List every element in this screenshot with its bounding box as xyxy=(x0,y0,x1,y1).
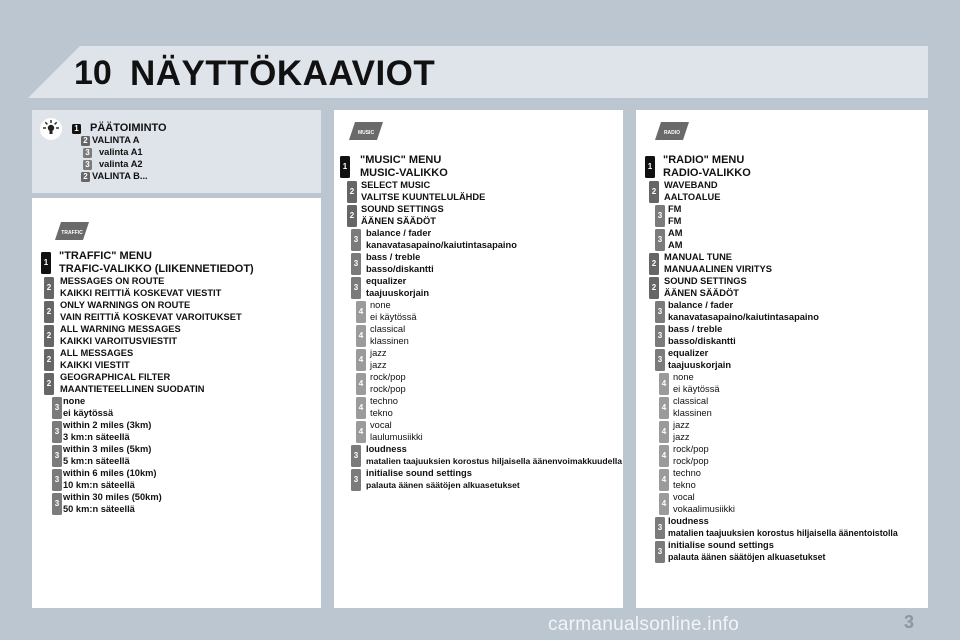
legend-item: VALINTA B... xyxy=(92,171,148,181)
menu-item-line: none xyxy=(370,300,391,310)
page-number: 3 xyxy=(904,612,915,632)
menu-item-line: jazz xyxy=(370,348,387,358)
menu-title: "RADIO" MENU xyxy=(663,154,745,166)
level-2-badge: 2 xyxy=(347,181,357,203)
menu-item-line: within 6 miles (10km) xyxy=(63,468,157,478)
level-3-badge: 3 xyxy=(655,229,665,251)
menu-item-line: equalizer xyxy=(366,276,407,286)
menu-item-line: ALL MESSAGES xyxy=(60,348,134,358)
radio-panel xyxy=(636,110,928,608)
menu-item-line: classical xyxy=(673,396,709,406)
level-1-badge: 1 xyxy=(645,156,655,178)
watermark: carmanualsonline.info xyxy=(548,614,740,635)
menu-title: MUSIC-VALIKKO xyxy=(360,166,448,179)
level-3-badge: 3 xyxy=(655,301,665,323)
menu-item-line: 10 km:n säteellä xyxy=(63,479,135,490)
level-2-badge: 2 xyxy=(347,205,357,227)
menu-item-line: KAIKKI VAROITUSVIESTIT xyxy=(60,335,178,346)
traffic-panel xyxy=(32,198,321,608)
menu-item-line: FM xyxy=(668,215,682,226)
menu-item-line: GEOGRAPHICAL FILTER xyxy=(60,372,171,382)
menu-item-line: ÄÄNEN SÄÄDÖT xyxy=(361,215,436,226)
level-3-badge: 3 xyxy=(351,253,361,275)
menu-item-line: jazz xyxy=(673,420,690,430)
menu-item-line: equalizer xyxy=(668,348,709,358)
music-icon-label: MUSIC xyxy=(357,130,375,136)
menu-item-line: VAIN REITTIÄ KOSKEVAT VAROITUKSET xyxy=(60,311,242,322)
level-4-badge: 4 xyxy=(659,469,669,491)
level-4-badge: 4 xyxy=(356,397,366,419)
menu-item-line: vocal xyxy=(370,420,392,430)
level-2-badge: 2 xyxy=(44,349,54,371)
traffic-icon-label: TRAFFIC xyxy=(61,230,83,236)
menu-item-line: SOUND SETTINGS xyxy=(664,276,747,286)
radio-icon xyxy=(655,120,689,142)
menu-item-line: ei käytössä xyxy=(673,383,720,394)
legend-panel xyxy=(32,110,321,193)
level-3-badge: 3 xyxy=(655,349,665,371)
level-2-badge: 2 xyxy=(81,172,90,182)
menu-item-line: classical xyxy=(370,324,406,334)
menu-item-line: techno xyxy=(370,396,398,406)
level-1-badge: 1 xyxy=(72,124,81,134)
level-3-badge: 3 xyxy=(655,541,665,563)
menu-item-line: WAVEBAND xyxy=(664,180,718,190)
level-2-badge: 2 xyxy=(649,181,659,203)
menu-title: "TRAFFIC" MENU xyxy=(59,250,152,262)
legend-item: valinta A2 xyxy=(99,159,143,169)
level-4-badge: 4 xyxy=(659,445,669,467)
level-2-badge: 2 xyxy=(649,253,659,275)
menu-item-line: taajuuskorjain xyxy=(668,359,732,370)
menu-item-line: vocal xyxy=(673,492,695,502)
menu-item-line: within 30 miles (50km) xyxy=(63,492,162,502)
menu-item-line: none xyxy=(673,372,694,382)
menu-item-line: none xyxy=(63,396,86,406)
level-2-badge: 2 xyxy=(649,277,659,299)
level-2-badge: 2 xyxy=(44,301,54,323)
menu-item-line: rock/pop xyxy=(673,455,709,466)
menu-item-line: jazz xyxy=(370,359,387,370)
music-panel xyxy=(334,110,623,608)
menu-item-line: within 3 miles (5km) xyxy=(63,444,152,454)
level-4-badge: 4 xyxy=(659,373,669,395)
menu-item-line: loudness xyxy=(668,516,709,526)
level-2-badge: 2 xyxy=(44,325,54,347)
menu-item-line: palauta äänen säätöjen alkuasetukset xyxy=(668,551,826,562)
menu-item-line: techno xyxy=(673,468,701,478)
light-bulb-icon xyxy=(38,116,64,142)
menu-item-line: FM xyxy=(668,204,682,214)
menu-item-line: jazz xyxy=(673,431,690,442)
menu-item-line: MESSAGES ON ROUTE xyxy=(60,276,165,286)
menu-item-line: ei käytössä xyxy=(370,311,417,322)
menu-item-line: ALL WARNING MESSAGES xyxy=(60,324,181,334)
menu-item-line: rock/pop xyxy=(673,444,709,454)
level-2-badge: 2 xyxy=(44,373,54,395)
menu-item-line: 3 km:n säteellä xyxy=(63,431,130,442)
menu-item-line: initialise sound settings xyxy=(668,540,774,550)
menu-item-line: MANUAL TUNE xyxy=(664,252,733,262)
menu-item-line: balance / fader xyxy=(668,300,734,310)
level-3-badge: 3 xyxy=(655,325,665,347)
level-3-badge: 3 xyxy=(83,160,92,170)
legend-item: VALINTA A xyxy=(92,135,140,145)
menu-item-line: kanavatasapaino/kaiutintasapaino xyxy=(668,311,819,322)
level-3-badge: 3 xyxy=(351,229,361,251)
level-3-badge: 3 xyxy=(351,469,361,491)
level-3-badge: 3 xyxy=(52,469,62,491)
menu-item-line: KAIKKI VIESTIT xyxy=(60,359,130,370)
music-icon xyxy=(349,120,383,142)
menu-item-line: balance / fader xyxy=(366,228,432,238)
menu-item-line: matalien taajuuksien korostus hiljaisella äänenvoimakkuudella xyxy=(366,455,622,466)
legend-item: valinta A1 xyxy=(99,147,143,157)
menu-item-line: palauta äänen säätöjen alkuasetukset xyxy=(366,479,520,490)
menu-item-line: ei käytössä xyxy=(63,407,114,418)
menu-item-line: AALTOALUE xyxy=(664,191,721,202)
radio-icon-label: RADIO xyxy=(663,130,681,136)
menu-item-line: SELECT MUSIC xyxy=(361,180,431,190)
level-4-badge: 4 xyxy=(356,373,366,395)
menu-item-line: taajuuskorjain xyxy=(366,287,430,298)
level-4-badge: 4 xyxy=(356,349,366,371)
menu-item-line: within 2 miles (3km) xyxy=(63,420,152,430)
menu-item-line: AM xyxy=(668,228,683,238)
chapter-tab-corner xyxy=(28,46,80,98)
menu-item-line: ÄÄNEN SÄÄDÖT xyxy=(664,287,739,298)
chapter-number: 10 xyxy=(74,54,112,92)
menu-item-line: SOUND SETTINGS xyxy=(361,204,444,214)
menu-item-line: bass / treble xyxy=(668,324,723,334)
menu-item-line: MANUAALINEN VIRITYS xyxy=(664,263,772,274)
level-4-badge: 4 xyxy=(356,421,366,443)
chapter-title: NÄYTTÖKAAVIOT xyxy=(130,54,436,93)
level-3-badge: 3 xyxy=(655,205,665,227)
level-2-badge: 2 xyxy=(81,136,90,146)
level-3-badge: 3 xyxy=(52,421,62,443)
level-4-badge: 4 xyxy=(659,493,669,515)
level-1-badge: 1 xyxy=(41,252,51,274)
menu-item-line: basso/diskantti xyxy=(668,335,736,346)
level-3-badge: 3 xyxy=(52,493,62,515)
level-4-badge: 4 xyxy=(659,397,669,419)
menu-item-line: 5 km:n säteellä xyxy=(63,455,130,466)
menu-item-line: rock/pop xyxy=(370,383,406,394)
menu-title: TRAFIC-VALIKKO (LIIKENNETIEDOT) xyxy=(59,262,254,275)
menu-item-line: tekno xyxy=(370,407,393,418)
menu-item-line: basso/diskantti xyxy=(366,263,434,274)
menu-item-line: loudness xyxy=(366,444,407,454)
menu-item-line: laulumusiikki xyxy=(370,431,423,442)
menu-item-line: initialise sound settings xyxy=(366,468,472,478)
menu-item-line: rock/pop xyxy=(370,372,406,382)
level-2-badge: 2 xyxy=(44,277,54,299)
menu-item-line: kanavatasapaino/kaiutintasapaino xyxy=(366,239,517,250)
level-4-badge: 4 xyxy=(356,325,366,347)
menu-item-line: AM xyxy=(668,239,683,250)
level-3-badge: 3 xyxy=(83,148,92,158)
level-3-badge: 3 xyxy=(52,397,62,419)
legend-title: PÄÄTOIMINTO xyxy=(90,122,167,134)
level-4-badge: 4 xyxy=(356,301,366,323)
menu-item-line: 50 km:n säteellä xyxy=(63,503,135,514)
level-3-badge: 3 xyxy=(655,517,665,539)
menu-item-line: VALITSE KUUNTELULÄHDE xyxy=(361,191,486,202)
level-4-badge: 4 xyxy=(659,421,669,443)
menu-item-line: bass / treble xyxy=(366,252,421,262)
menu-item-line: matalien taajuuksien korostus hiljaisella äänentoistolla xyxy=(668,527,898,538)
menu-item-line: vokaalimusiikki xyxy=(673,503,735,514)
menu-item-line: MAANTIETEELLINEN SUODATIN xyxy=(60,383,205,394)
level-3-badge: 3 xyxy=(351,277,361,299)
menu-title: RADIO-VALIKKO xyxy=(663,166,751,179)
menu-title: "MUSIC" MENU xyxy=(360,154,442,166)
level-3-badge: 3 xyxy=(52,445,62,467)
traffic-icon xyxy=(55,220,89,242)
menu-item-line: tekno xyxy=(673,479,696,490)
menu-item-line: klassinen xyxy=(370,335,409,346)
menu-item-line: KAIKKI REITTIÄ KOSKEVAT VIESTIT xyxy=(60,287,222,298)
level-3-badge: 3 xyxy=(351,445,361,467)
menu-item-line: klassinen xyxy=(673,407,712,418)
menu-item-line: ONLY WARNINGS ON ROUTE xyxy=(60,300,191,310)
level-1-badge: 1 xyxy=(340,156,350,178)
